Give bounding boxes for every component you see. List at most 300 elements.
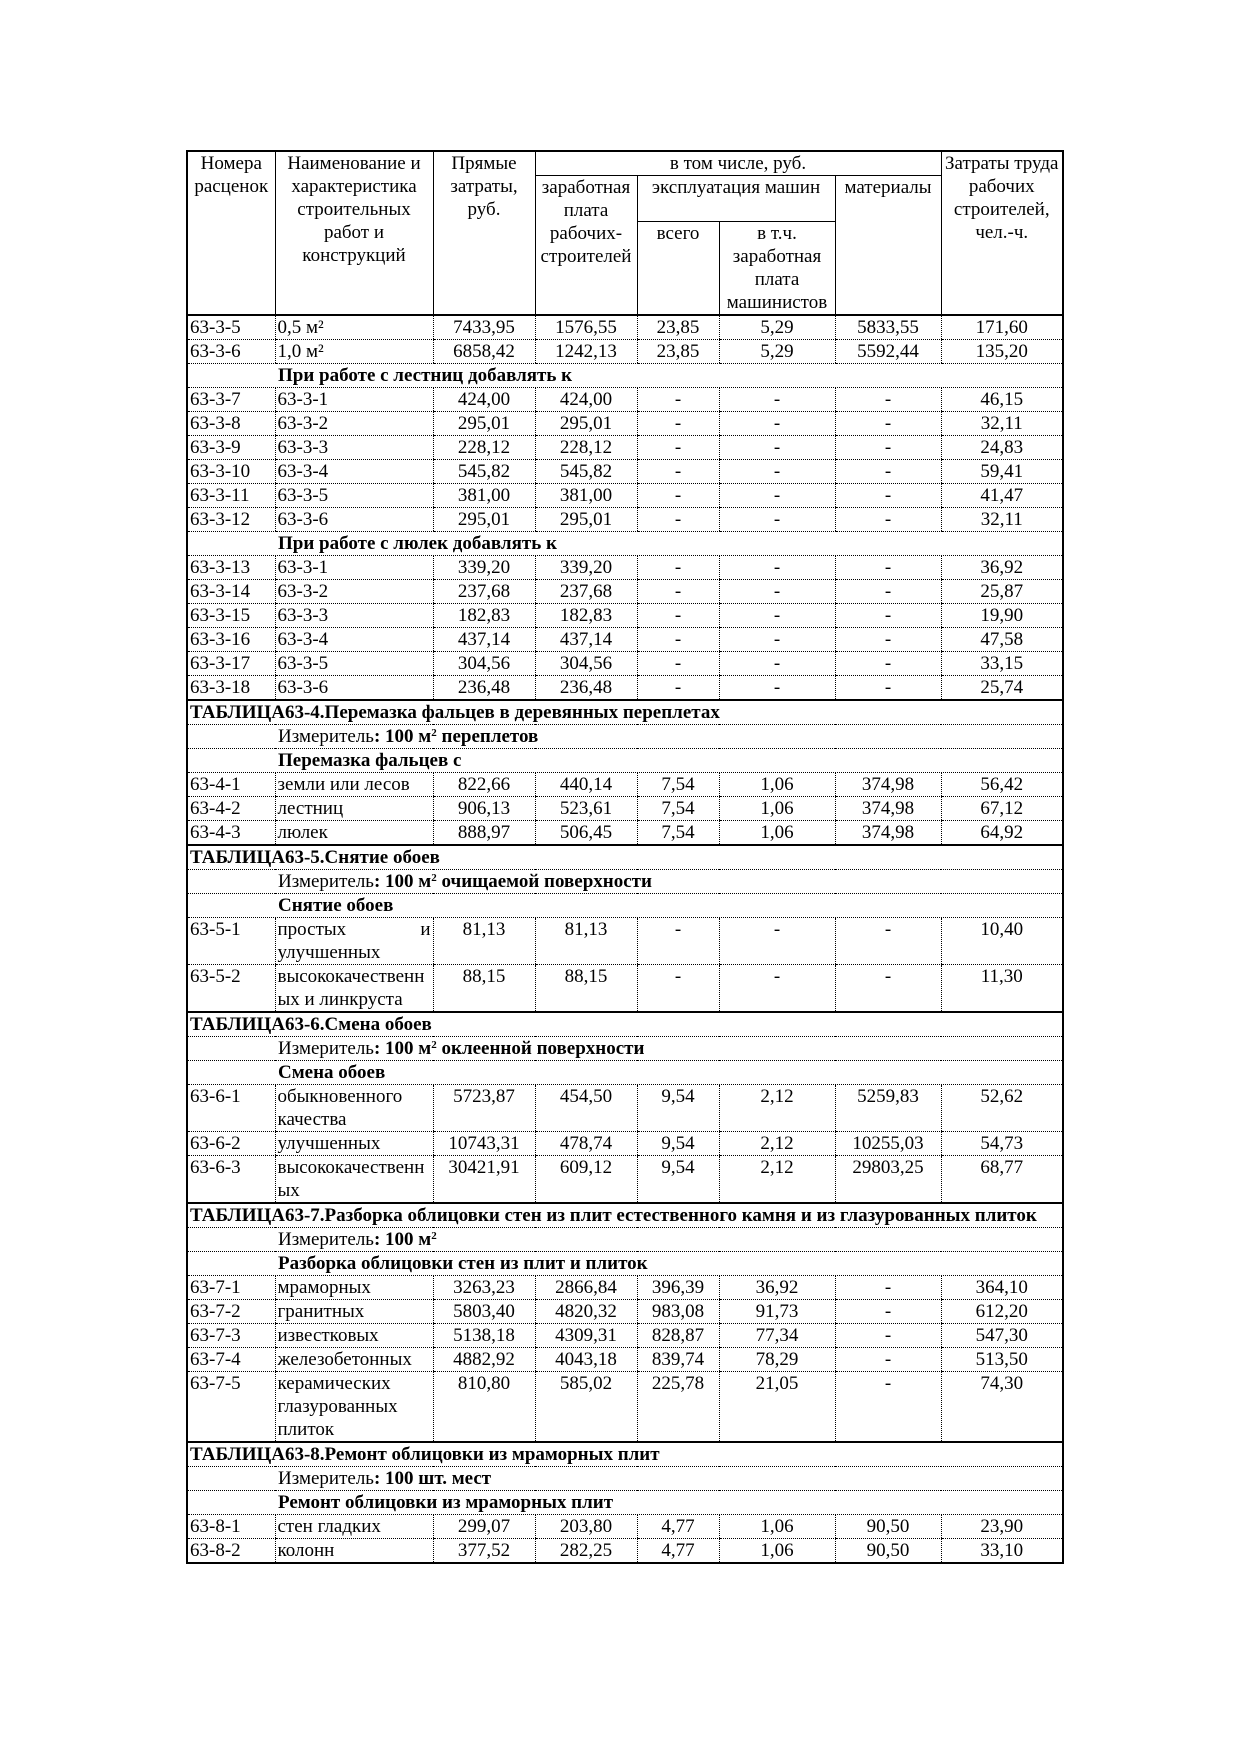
table-row (187, 1132, 1063, 1156)
table-heading: ТАБЛИЦА63-4.Перемазка фальцев в деревянных переплетах (187, 700, 1063, 725)
materials-cell: - (835, 965, 941, 1013)
subheading (187, 364, 1063, 388)
direct-costs-cell: 5138,18 (433, 1324, 535, 1348)
table-row (187, 965, 1063, 1013)
machines-total-cell: 983,08 (637, 1300, 719, 1324)
work-name-cell: 0,5 м² (275, 315, 433, 340)
document-page (186, 150, 1062, 1564)
machines-total-cell: - (637, 436, 719, 460)
subheading-row (187, 1061, 1063, 1085)
direct-costs-cell: 81,13 (433, 918, 535, 965)
subheading-text: Снятие обоев (278, 895, 394, 916)
direct-costs-cell: 377,52 (433, 1539, 535, 1564)
machines-wage-cell: 5,29 (719, 315, 835, 340)
direct-costs-cell: 339,20 (433, 556, 535, 580)
machines-wage-cell: 21,05 (719, 1372, 835, 1443)
wage-cell: 304,56 (535, 652, 637, 676)
materials-cell: - (835, 918, 941, 965)
labor-cell: 33,10 (941, 1539, 1063, 1564)
wage-cell: 81,13 (535, 918, 637, 965)
wage-cell: 1242,13 (535, 340, 637, 364)
rate-number-cell: 63-8-1 (187, 1515, 275, 1539)
unit-line (187, 1037, 1063, 1061)
direct-costs-cell: 10743,31 (433, 1132, 535, 1156)
subheading-row (187, 364, 1063, 388)
labor-cell: 67,12 (941, 797, 1063, 821)
direct-costs-cell: 888,97 (433, 821, 535, 846)
table-row (187, 460, 1063, 484)
rate-number-cell: 63-4-1 (187, 773, 275, 797)
wage-cell: 1576,55 (535, 315, 637, 340)
rate-number-cell: 63-3-16 (187, 628, 275, 652)
materials-cell: - (835, 484, 941, 508)
labor-cell: 171,60 (941, 315, 1063, 340)
header-including: в том числе, руб. (535, 151, 941, 176)
machines-wage-cell: 1,06 (719, 1515, 835, 1539)
table-row (187, 340, 1063, 364)
wage-cell: 182,83 (535, 604, 637, 628)
rate-number-cell: 63-3-5 (187, 315, 275, 340)
materials-cell: - (835, 412, 941, 436)
table-row (187, 628, 1063, 652)
unit-row (187, 1467, 1063, 1491)
unit-exponent: 2 (431, 1230, 437, 1242)
work-name-cell: 63-3-1 (275, 388, 433, 412)
machines-wage-cell: 1,06 (719, 821, 835, 846)
unit-label: Измеритель (278, 726, 374, 747)
labor-cell: 19,90 (941, 604, 1063, 628)
rate-number-cell: 63-3-10 (187, 460, 275, 484)
labor-cell: 135,20 (941, 340, 1063, 364)
wage-cell: 454,50 (535, 1085, 637, 1132)
rate-number-cell: 63-4-2 (187, 797, 275, 821)
labor-cell: 10,40 (941, 918, 1063, 965)
materials-cell: 374,98 (835, 797, 941, 821)
work-name-cell: 63-3-5 (275, 484, 433, 508)
direct-costs-cell: 299,07 (433, 1515, 535, 1539)
machines-wage-cell: 1,06 (719, 1539, 835, 1564)
labor-cell: 612,20 (941, 1300, 1063, 1324)
machines-total-cell: 9,54 (637, 1085, 719, 1132)
materials-cell: 90,50 (835, 1539, 941, 1564)
labor-cell: 64,92 (941, 821, 1063, 846)
materials-cell: - (835, 1348, 941, 1372)
subheading-text: Разборка облицовки стен из плит и плиток (278, 1253, 648, 1274)
table-row (187, 315, 1063, 340)
machines-wage-cell: - (719, 484, 835, 508)
direct-costs-cell: 182,83 (433, 604, 535, 628)
machines-total-cell: 9,54 (637, 1132, 719, 1156)
machines-total-cell: - (637, 508, 719, 532)
rate-number-cell: 63-3-8 (187, 412, 275, 436)
header-labor-costs: Затраты труда рабочих строителей, чел.-ч. (941, 151, 1063, 315)
labor-cell: 25,74 (941, 676, 1063, 701)
table-row (187, 412, 1063, 436)
table-row (187, 1372, 1063, 1443)
work-name-cell: мраморных (275, 1276, 433, 1300)
work-name-cell: 63-3-3 (275, 604, 433, 628)
rate-number-cell: 63-3-12 (187, 508, 275, 532)
header-materials: материалы (835, 176, 941, 316)
machines-wage-cell: - (719, 460, 835, 484)
machines-wage-cell: - (719, 508, 835, 532)
header-wage: заработная плата рабочих-строителей (535, 176, 637, 316)
table-row (187, 556, 1063, 580)
unit-exponent: 2 (431, 727, 437, 739)
labor-cell: 33,15 (941, 652, 1063, 676)
rate-number-cell: 63-5-2 (187, 965, 275, 1013)
unit-label: Измеритель (278, 871, 374, 892)
machines-total-cell: - (637, 388, 719, 412)
header-machines-total: всего (637, 222, 719, 316)
unit-exponent: 2 (431, 872, 437, 884)
rate-number-cell: 63-3-18 (187, 676, 275, 701)
work-name-cell: простых и улучшенных (275, 918, 433, 965)
work-name-cell: гранитных (275, 1300, 433, 1324)
table-row (187, 676, 1063, 701)
subheading-row (187, 1491, 1063, 1515)
machines-total-cell: 7,54 (637, 821, 719, 846)
materials-cell: - (835, 580, 941, 604)
wage-cell: 609,12 (535, 1156, 637, 1204)
table-row (187, 652, 1063, 676)
header-rate-numbers: Номера расценок (187, 151, 275, 315)
wage-cell: 523,61 (535, 797, 637, 821)
labor-cell: 46,15 (941, 388, 1063, 412)
subheading-row (187, 532, 1063, 556)
unit-row (187, 1228, 1063, 1252)
wage-cell: 295,01 (535, 508, 637, 532)
machines-wage-cell: - (719, 652, 835, 676)
work-name-cell: обыкновенного качества (275, 1085, 433, 1132)
machines-total-cell: 7,54 (637, 797, 719, 821)
unit-label: Измеритель (278, 1229, 374, 1250)
materials-cell: - (835, 1300, 941, 1324)
direct-costs-cell: 810,80 (433, 1372, 535, 1443)
direct-costs-cell: 545,82 (433, 460, 535, 484)
rate-number-cell: 63-5-1 (187, 918, 275, 965)
direct-costs-cell: 381,00 (433, 484, 535, 508)
rate-number-cell: 63-3-17 (187, 652, 275, 676)
work-name-cell: 63-3-6 (275, 508, 433, 532)
materials-cell: 5833,55 (835, 315, 941, 340)
machines-total-cell: - (637, 628, 719, 652)
work-name-cell: 63-3-5 (275, 652, 433, 676)
table-row (187, 1300, 1063, 1324)
direct-costs-cell: 5803,40 (433, 1300, 535, 1324)
rate-number-cell: 63-3-11 (187, 484, 275, 508)
table-row (187, 1324, 1063, 1348)
table-row (187, 580, 1063, 604)
machines-total-cell: - (637, 460, 719, 484)
work-name-cell: стен гладких (275, 1515, 433, 1539)
table-heading: ТАБЛИЦА63-6.Смена обоев (187, 1012, 1063, 1037)
wage-cell: 4309,31 (535, 1324, 637, 1348)
wage-cell: 440,14 (535, 773, 637, 797)
machines-wage-cell: 36,92 (719, 1276, 835, 1300)
table-row (187, 508, 1063, 532)
rate-number-cell: 63-3-14 (187, 580, 275, 604)
machines-wage-cell: - (719, 628, 835, 652)
labor-cell: 59,41 (941, 460, 1063, 484)
labor-cell: 25,87 (941, 580, 1063, 604)
subheading (187, 1061, 1063, 1085)
subheading (187, 894, 1063, 918)
direct-costs-cell: 906,13 (433, 797, 535, 821)
work-name-cell: земли или лесов (275, 773, 433, 797)
rate-number-cell: 63-3-6 (187, 340, 275, 364)
work-name-cell: керамических глазурованных плиток (275, 1372, 433, 1443)
wage-cell: 506,45 (535, 821, 637, 846)
machines-total-cell: - (637, 556, 719, 580)
machines-total-cell: 4,77 (637, 1539, 719, 1564)
table-row (187, 1539, 1063, 1564)
direct-costs-cell: 437,14 (433, 628, 535, 652)
machines-wage-cell: - (719, 580, 835, 604)
subheading (187, 1252, 1063, 1276)
unit-value: : 100 шт. мест (373, 1468, 492, 1489)
table-row (187, 436, 1063, 460)
work-name-cell: 1,0 м² (275, 340, 433, 364)
machines-wage-cell: - (719, 412, 835, 436)
unit-row (187, 870, 1063, 894)
work-name-cell: 63-3-2 (275, 412, 433, 436)
materials-cell: - (835, 604, 941, 628)
labor-cell: 24,83 (941, 436, 1063, 460)
materials-cell: - (835, 1276, 941, 1300)
direct-costs-cell: 5723,87 (433, 1085, 535, 1132)
direct-costs-cell: 304,56 (433, 652, 535, 676)
unit-object: переплетов (436, 726, 539, 747)
wage-cell: 545,82 (535, 460, 637, 484)
direct-costs-cell: 822,66 (433, 773, 535, 797)
work-name-cell: 63-3-6 (275, 676, 433, 701)
direct-costs-cell: 228,12 (433, 436, 535, 460)
rate-number-cell: 63-8-2 (187, 1539, 275, 1564)
work-name-cell: колонн (275, 1539, 433, 1564)
labor-cell: 47,58 (941, 628, 1063, 652)
rate-number-cell: 63-7-2 (187, 1300, 275, 1324)
unit-line (187, 870, 1063, 894)
subheading-text: Перемазка фальцев с (278, 750, 462, 771)
materials-cell: 90,50 (835, 1515, 941, 1539)
machines-wage-cell: 78,29 (719, 1348, 835, 1372)
subheading-row (187, 894, 1063, 918)
table-row (187, 484, 1063, 508)
wage-cell: 424,00 (535, 388, 637, 412)
machines-total-cell: 9,54 (637, 1156, 719, 1204)
materials-cell: - (835, 460, 941, 484)
subheading-text: Ремонт облицовки из мраморных плит (278, 1492, 614, 1513)
work-name-cell: 63-3-4 (275, 628, 433, 652)
machines-wage-cell: 77,34 (719, 1324, 835, 1348)
unit-object: очищаемой поверхности (436, 871, 652, 892)
rate-number-cell: 63-3-9 (187, 436, 275, 460)
materials-cell: - (835, 556, 941, 580)
subheading-text: При работе с лестниц добавлять к (278, 365, 573, 386)
rate-number-cell: 63-3-13 (187, 556, 275, 580)
wage-cell: 4043,18 (535, 1348, 637, 1372)
labor-cell: 74,30 (941, 1372, 1063, 1443)
machines-total-cell: - (637, 918, 719, 965)
subheading-text: Смена обоев (278, 1062, 386, 1083)
direct-costs-cell: 6858,42 (433, 340, 535, 364)
labor-cell: 36,92 (941, 556, 1063, 580)
wage-cell: 437,14 (535, 628, 637, 652)
unit-label: Измеритель (278, 1468, 374, 1489)
labor-cell: 54,73 (941, 1132, 1063, 1156)
unit-exponent: 2 (431, 1039, 437, 1051)
direct-costs-cell: 30421,91 (433, 1156, 535, 1204)
subheading-row (187, 749, 1063, 773)
materials-cell: - (835, 508, 941, 532)
wage-cell: 339,20 (535, 556, 637, 580)
subheading-text: При работе с люлек добавлять к (278, 533, 557, 554)
rate-number-cell: 63-3-7 (187, 388, 275, 412)
unit-line (187, 1228, 1063, 1252)
direct-costs-cell: 295,01 (433, 508, 535, 532)
machines-total-cell: - (637, 604, 719, 628)
labor-cell: 68,77 (941, 1156, 1063, 1204)
table-heading-row (187, 1442, 1063, 1467)
table-row (187, 821, 1063, 846)
table-heading-row (187, 1203, 1063, 1228)
direct-costs-cell: 3263,23 (433, 1276, 535, 1300)
materials-cell: 29803,25 (835, 1156, 941, 1204)
labor-cell: 41,47 (941, 484, 1063, 508)
table-heading: ТАБЛИЦА63-7.Разборка облицовки стен из плит естественного камня и из глазурованных плиток (187, 1203, 1063, 1228)
work-name-cell: люлек (275, 821, 433, 846)
table-heading-row (187, 845, 1063, 870)
wage-cell: 4820,32 (535, 1300, 637, 1324)
labor-cell: 547,30 (941, 1324, 1063, 1348)
wage-cell: 203,80 (535, 1515, 637, 1539)
materials-cell: - (835, 436, 941, 460)
rate-number-cell: 63-6-3 (187, 1156, 275, 1204)
machines-total-cell: 23,85 (637, 315, 719, 340)
direct-costs-cell: 7433,95 (433, 315, 535, 340)
materials-cell: 374,98 (835, 821, 941, 846)
rate-number-cell: 63-7-4 (187, 1348, 275, 1372)
machines-wage-cell: - (719, 436, 835, 460)
machines-total-cell: - (637, 580, 719, 604)
table-row (187, 604, 1063, 628)
work-name-cell: 63-3-2 (275, 580, 433, 604)
work-name-cell: известковых (275, 1324, 433, 1348)
rate-number-cell: 63-7-5 (187, 1372, 275, 1443)
machines-wage-cell: 2,12 (719, 1132, 835, 1156)
table-row (187, 388, 1063, 412)
machines-total-cell: - (637, 676, 719, 701)
rate-number-cell: 63-7-3 (187, 1324, 275, 1348)
labor-cell: 32,11 (941, 412, 1063, 436)
wage-cell: 478,74 (535, 1132, 637, 1156)
labor-cell: 364,10 (941, 1276, 1063, 1300)
subheading (187, 749, 1063, 773)
machines-wage-cell: 91,73 (719, 1300, 835, 1324)
table-row (187, 1085, 1063, 1132)
machines-total-cell: 4,77 (637, 1515, 719, 1539)
direct-costs-cell: 236,48 (433, 676, 535, 701)
rate-number-cell: 63-7-1 (187, 1276, 275, 1300)
unit-value: : 100 м (373, 871, 432, 892)
table-heading: ТАБЛИЦА63-8.Ремонт облицовки из мраморных плит (187, 1442, 1063, 1467)
materials-cell: 5259,83 (835, 1085, 941, 1132)
machines-wage-cell: 2,12 (719, 1085, 835, 1132)
wage-cell: 228,12 (535, 436, 637, 460)
unit-object: оклеенной поверхности (436, 1038, 645, 1059)
machines-total-cell: 396,39 (637, 1276, 719, 1300)
machines-total-cell: - (637, 965, 719, 1013)
wage-cell: 236,48 (535, 676, 637, 701)
table-row (187, 797, 1063, 821)
unit-row (187, 725, 1063, 749)
rate-number-cell: 63-4-3 (187, 821, 275, 846)
machines-wage-cell: - (719, 556, 835, 580)
machines-wage-cell: - (719, 918, 835, 965)
table-heading: ТАБЛИЦА63-5.Снятие обоев (187, 845, 1063, 870)
rate-number-cell: 63-3-15 (187, 604, 275, 628)
labor-cell: 11,30 (941, 965, 1063, 1013)
labor-cell: 56,42 (941, 773, 1063, 797)
wage-cell: 585,02 (535, 1372, 637, 1443)
materials-cell: 10255,03 (835, 1132, 941, 1156)
machines-total-cell: 828,87 (637, 1324, 719, 1348)
table-heading-row (187, 700, 1063, 725)
direct-costs-cell: 88,15 (433, 965, 535, 1013)
direct-costs-cell: 295,01 (433, 412, 535, 436)
table-row (187, 918, 1063, 965)
machines-wage-cell: 1,06 (719, 797, 835, 821)
materials-cell: - (835, 388, 941, 412)
materials-cell: - (835, 1324, 941, 1348)
machines-total-cell: - (637, 412, 719, 436)
work-name-cell: 63-3-4 (275, 460, 433, 484)
table-heading-row (187, 1012, 1063, 1037)
machines-wage-cell: - (719, 388, 835, 412)
materials-cell: 5592,44 (835, 340, 941, 364)
header-machines-wage: в т.ч. заработная плата машинистов (719, 222, 835, 316)
machines-total-cell: 225,78 (637, 1372, 719, 1443)
work-name-cell: 63-3-1 (275, 556, 433, 580)
materials-cell: - (835, 676, 941, 701)
machines-wage-cell: 1,06 (719, 773, 835, 797)
header-work-name: Наименование и характеристика строительных работ и конструкций (275, 151, 433, 315)
unit-value: : 100 м (373, 1229, 432, 1250)
labor-cell: 32,11 (941, 508, 1063, 532)
wage-cell: 282,25 (535, 1539, 637, 1564)
labor-cell: 513,50 (941, 1348, 1063, 1372)
materials-cell: - (835, 652, 941, 676)
table-row (187, 773, 1063, 797)
work-name-cell: высококачественных и линкруста (275, 965, 433, 1013)
wage-cell: 381,00 (535, 484, 637, 508)
machines-total-cell: - (637, 484, 719, 508)
labor-cell: 52,62 (941, 1085, 1063, 1132)
header-direct-costs: Прямые затраты, руб. (433, 151, 535, 315)
machines-total-cell: - (637, 652, 719, 676)
work-name-cell: лестниц (275, 797, 433, 821)
labor-cell: 23,90 (941, 1515, 1063, 1539)
work-name-cell: железобетонных (275, 1348, 433, 1372)
table-row (187, 1156, 1063, 1204)
subheading (187, 532, 1063, 556)
machines-wage-cell: 2,12 (719, 1156, 835, 1204)
machines-wage-cell: - (719, 676, 835, 701)
machines-wage-cell: - (719, 965, 835, 1013)
unit-line (187, 1467, 1063, 1491)
subheading-row (187, 1252, 1063, 1276)
